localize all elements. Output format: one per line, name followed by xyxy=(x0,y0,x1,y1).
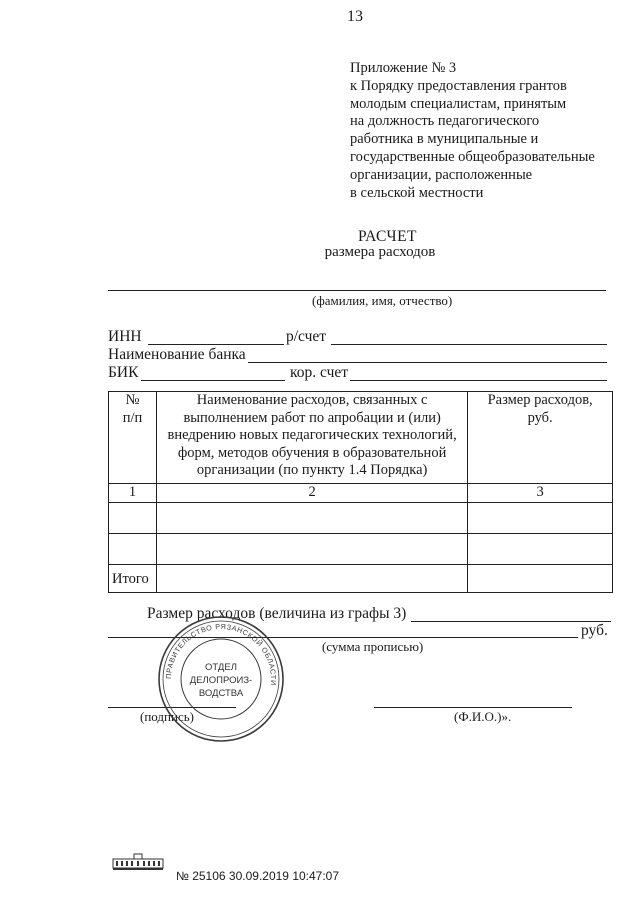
total-label: Итого xyxy=(109,565,157,593)
table-cell[interactable] xyxy=(468,534,613,565)
inn-line[interactable] xyxy=(148,344,284,345)
table-cell[interactable] xyxy=(156,565,467,593)
header-number: № п/п xyxy=(109,392,157,484)
table-cell[interactable] xyxy=(109,503,157,534)
column-number: 2 xyxy=(156,484,467,503)
table-cell[interactable] xyxy=(468,565,613,593)
column-number: 3 xyxy=(468,484,613,503)
table-total-row xyxy=(109,565,613,593)
bik-line[interactable] xyxy=(141,380,285,381)
appendix-line: в сельской местности xyxy=(350,184,484,201)
bank-label: Наименование банка xyxy=(108,346,246,363)
corr-line[interactable] xyxy=(350,380,607,381)
table-header-row xyxy=(109,392,613,484)
fio-short-caption: (Ф.И.О.)». xyxy=(454,709,512,724)
bik-label: БИК xyxy=(108,364,139,381)
stamp-center-line: ДЕЛОПРОИЗ- xyxy=(189,675,253,686)
table-cell[interactable] xyxy=(109,534,157,565)
appendix-line: к Порядку предоставления грантов xyxy=(350,77,567,94)
account-label: р/счет xyxy=(286,328,327,345)
header-amount: Размер расходов, руб. xyxy=(468,392,613,484)
inn-label: ИНН xyxy=(108,328,142,345)
corr-label: кор. счет xyxy=(290,364,349,381)
stamp-center-line: ОТДЕЛ xyxy=(205,662,237,673)
signature-caption: (подпись) xyxy=(140,709,194,724)
currency-label: руб. xyxy=(581,622,608,639)
words-caption: (сумма прописью) xyxy=(322,639,424,654)
table-row xyxy=(109,503,613,534)
appendix-line: государственные общеобразовательные xyxy=(350,148,595,165)
table-cell[interactable] xyxy=(156,503,467,534)
doc-datetime: 30.09.2019 10:47:07 xyxy=(228,869,340,883)
document-subtitle: размера расходов xyxy=(324,244,436,260)
amount-label: Размер расходов (величина из графы 3) xyxy=(147,605,407,622)
document-title: РАСЧЕТ xyxy=(357,228,418,245)
appendix-line: на должность педагогического xyxy=(350,113,540,130)
doc-number: № 25106 xyxy=(176,869,226,883)
table-cell[interactable] xyxy=(156,534,467,565)
appendix-line: работника в муниципальные и xyxy=(350,131,539,148)
stamp-center-line: ВОДСТВА xyxy=(198,688,244,699)
appendix-line: Приложение № 3 xyxy=(350,60,457,76)
fio-caption: (фамилия, имя, отчество) xyxy=(312,293,453,308)
fio-line[interactable] xyxy=(108,290,606,291)
appendix-header xyxy=(350,60,595,202)
bank-line[interactable] xyxy=(248,362,607,363)
account-line[interactable] xyxy=(331,344,607,345)
office-stamp xyxy=(156,614,286,744)
appendix-line: организации, расположенные xyxy=(350,166,533,183)
header-expense-name: Наименование расходов, связанных с выполнением работ по апробации и (или) внедрению новых педагогических технологий, форм, методов обучения в образовательной организации (по пункту 1.4 Порядка) xyxy=(156,392,467,484)
expense-table xyxy=(108,391,613,593)
table-numbering-row xyxy=(109,484,613,503)
registration-footer xyxy=(176,869,339,883)
table-cell[interactable] xyxy=(468,503,613,534)
fio-short-line[interactable] xyxy=(374,707,572,708)
page-number: 13 xyxy=(347,8,363,25)
stamp-ring-text: ПРАВИТЕЛЬСТВО РЯЗАНСКОЙ ОБЛАСТИ xyxy=(163,621,279,687)
appendix-line: молодым специалистам, принятым xyxy=(350,95,567,112)
building-logo-icon xyxy=(112,853,164,871)
table-row xyxy=(109,534,613,565)
column-number: 1 xyxy=(109,484,157,503)
